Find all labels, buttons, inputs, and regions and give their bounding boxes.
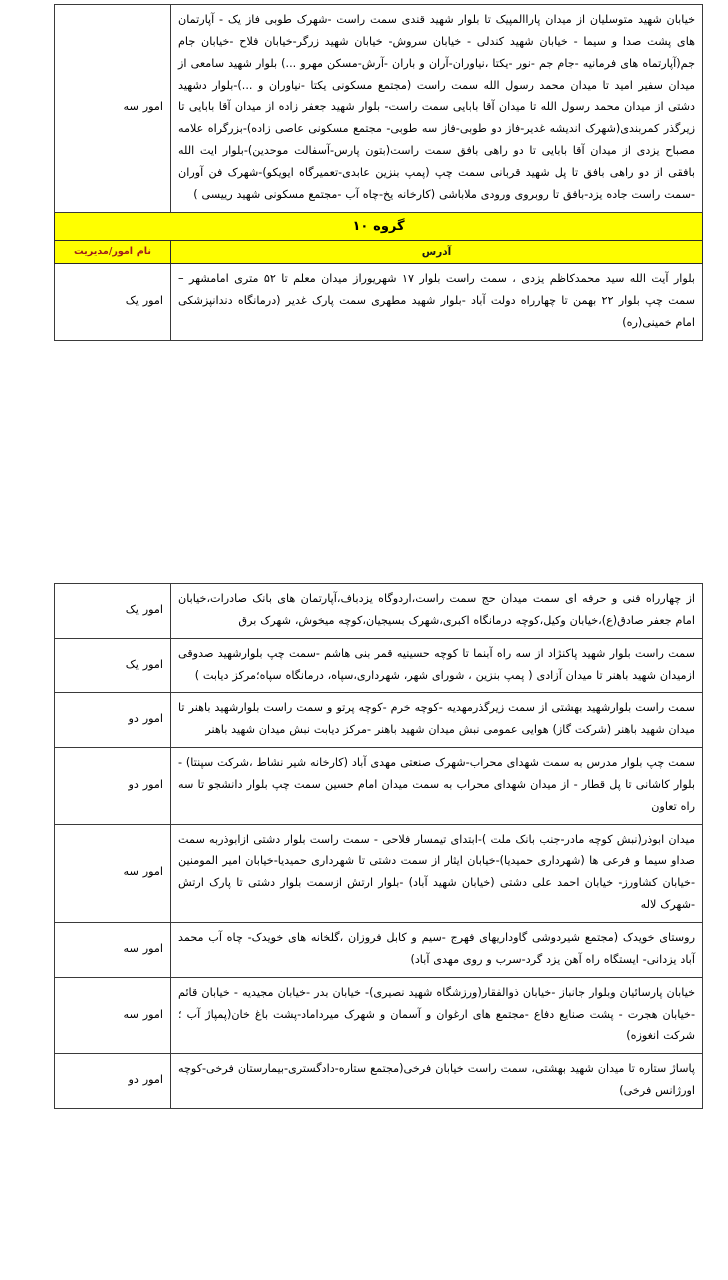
address-cell: پاساژ ستاره تا میدان شهید بهشتی، سمت راست خیابان فرخی(مجتمع ستاره-دادگستری-بیمارستان فرخی-کوچه اورژانس فرخی) <box>171 1054 703 1109</box>
unit-name-cell: امور یک <box>55 264 171 341</box>
address-table-top <box>54 4 703 341</box>
column-header-row <box>55 241 703 264</box>
table-bottom-body <box>55 584 703 1109</box>
unit-name-cell: امور یک <box>55 584 171 639</box>
address-cell: روستای خویدک (مجتمع شیردوشی گاوداریهای فهرج -سیم و کابل فروزان ،گلخانه های خویدک- چاه آب محمد آباد یزدانی- ایستگاه راه آهن یزد گرد-سرب و روی مهدی آباد) <box>171 922 703 977</box>
group-banner-row <box>55 212 703 241</box>
table-row <box>55 922 703 977</box>
unit-name-cell: امور سه <box>55 977 171 1054</box>
table-row <box>55 584 703 639</box>
group-banner-label: گروه ۱۰ <box>55 212 703 241</box>
table-row <box>55 977 703 1054</box>
table-row <box>55 264 703 341</box>
address-cell: بلوار آیت الله سید محمدکاظم یزدی ، سمت راست بلوار ۱۷ شهریوراز میدان معلم تا ۵۲ متری امامشهر – سمت چپ بلوار ۲۲ بهمن تا چهارراه دولت آباد -بلوار شهید مطهری سمت پارک غدیر (درمانگاه دندانپزشکی امام خمینی(ره) <box>171 264 703 341</box>
address-cell: خیابان شهید متوسلیان از میدان پاراالمپیک تا بلوار شهید قندی سمت راست -شهرک طوبی فاز یک - آپارتمان های پشت صدا و سیما - خیابان شهید کندلی - خیابان سروش- خیابان شهید زرگر-خیابان فلاح -خیابان جام جم(آپارتماه های فرمانیه -جام جم -نور -یکتا ،نیاوران-آران و باران -آرش-مسکن مهرو ...) بلوار شهید سامعی از میدان سفیر امید تا میدان محمد رسول الله سمت راست (مجتمع مسکونی یکتا -نیاوران و ...)-بلوار دشهید دشتی از میدان محمد رسول الله تا میدان آقا بابایی سمت راست- بلوار شهید جعفر زاده از میدان آقا بابایی تا زیرگذر کمربندی(شهرک اندیشه غدیر-فاز دو طوبی-فاز سه طوبی- مجتمع مسکونی عاصی زاده)-بزرگراه علامه مصباح یزدی از میدان آقا بابایی تا دو راهی بافق سمت راست(بتون پارس-آسفالت موحدین)-بلوار ایت الله بافقی از دو راهی بافق تا پل شهید قربانی سمت چپ (پمپ بنزین عابدی-تعمیرگاه ایویکو)-شهرک فن آوران -سمت راست جاده یزد-بافق تا روبروی ورودی ملاباشی (کارخانه یخ-چاه آب -مجتمع مسکونی شهید رییسی ) <box>171 5 703 213</box>
table-row <box>55 5 703 213</box>
address-table-bottom <box>54 583 703 1109</box>
column-header-name: نام امور/مدیریت <box>55 241 171 264</box>
table-row <box>55 824 703 922</box>
table-row <box>55 638 703 693</box>
unit-name-cell: امور دو <box>55 1054 171 1109</box>
table-top-body <box>55 5 703 341</box>
unit-name-cell: امور دو <box>55 748 171 825</box>
address-cell: از چهارراه فنی و حرفه ای سمت میدان حج سمت راست،اردوگاه یزدباف،آپارتمان های بانک صادرات،خیابان امام جعفر صادق(ع)،خیابان وکیل،کوچه درمانگاه اکبری،شهرک بسیجیان،کوچه میخوش، شهرک برق <box>171 584 703 639</box>
table-row <box>55 748 703 825</box>
column-header-address: آدرس <box>171 241 703 264</box>
address-cell: سمت چپ بلوار مدرس به سمت شهدای محراب-شهرک صنعتی مهدی آباد (کارخانه شیر نشاط ،شرکت سپنتا) - بلوار کاشانی تا پل قطار - از میدان شهدای محراب به سمت میدان امام حسین سمت چپ بلوار دانشجو تا سه راه تعاون <box>171 748 703 825</box>
unit-name-cell: امور سه <box>55 824 171 922</box>
address-cell: سمت راست بلوار شهید پاکنژاد از سه راه آبنما تا کوچه حسینیه قمر بنی هاشم -سمت چپ بلوارشهید صدوقی ازمیدان شهید باهنر تا میدان آزادی ( پمپ بنزین ، شورای شهر، شهرداری،سپاه، درمانگاه سپاه؛مرکز دیابت ) <box>171 638 703 693</box>
table-row <box>55 1054 703 1109</box>
unit-name-cell: امور یک <box>55 638 171 693</box>
table-row <box>55 693 703 748</box>
address-cell: میدان ابوذر(نبش کوچه مادر-جنب بانک ملت )-ابتدای تیمسار فلاحی - سمت راست بلوار دشتی ازابوذربه سمت صداو سیما و فرعی ها (شهرداری حمیدیا)-خیابان ایثار از سمت دشتی تا شهرداری حمیدیا-خیابان امیر المومنین -خیابان کشاورز- خیابان احمد علی دشتی (خیابان شهید آباد) -بلوار ارتش ازسمت بلوار دشتی تا پارک ارتش -شهرک لاله <box>171 824 703 922</box>
address-cell: خیابان پارسائیان وبلوار جانباز -خیابان ذوالفقار(ورزشگاه شهید نصیری)- خیابان بدر -خیابان مجیدیه - خیابان قائم -خیابان هجرت - پشت صنایع دفاع -مجتمع های ارغوان و آسمان و شهرک میرداماد-پشت باغ خان(پمپاژ آب ؛شرکت انغوزه) <box>171 977 703 1054</box>
unit-name-cell: امور سه <box>55 922 171 977</box>
unit-name-cell: امور سه <box>55 5 171 213</box>
unit-name-cell: امور دو <box>55 693 171 748</box>
address-cell: سمت راست بلوارشهید بهشتی از سمت زیرگذرمهدیه -کوچه خرم -کوچه پرتو و سمت راست بلوارشهید باهنر تا میدان شهید باهنر (شرکت گاز) هوایی عمومی نبش میدان شهید باهنر -مرکز دیابت نبش میدان شهید باهنر <box>171 693 703 748</box>
